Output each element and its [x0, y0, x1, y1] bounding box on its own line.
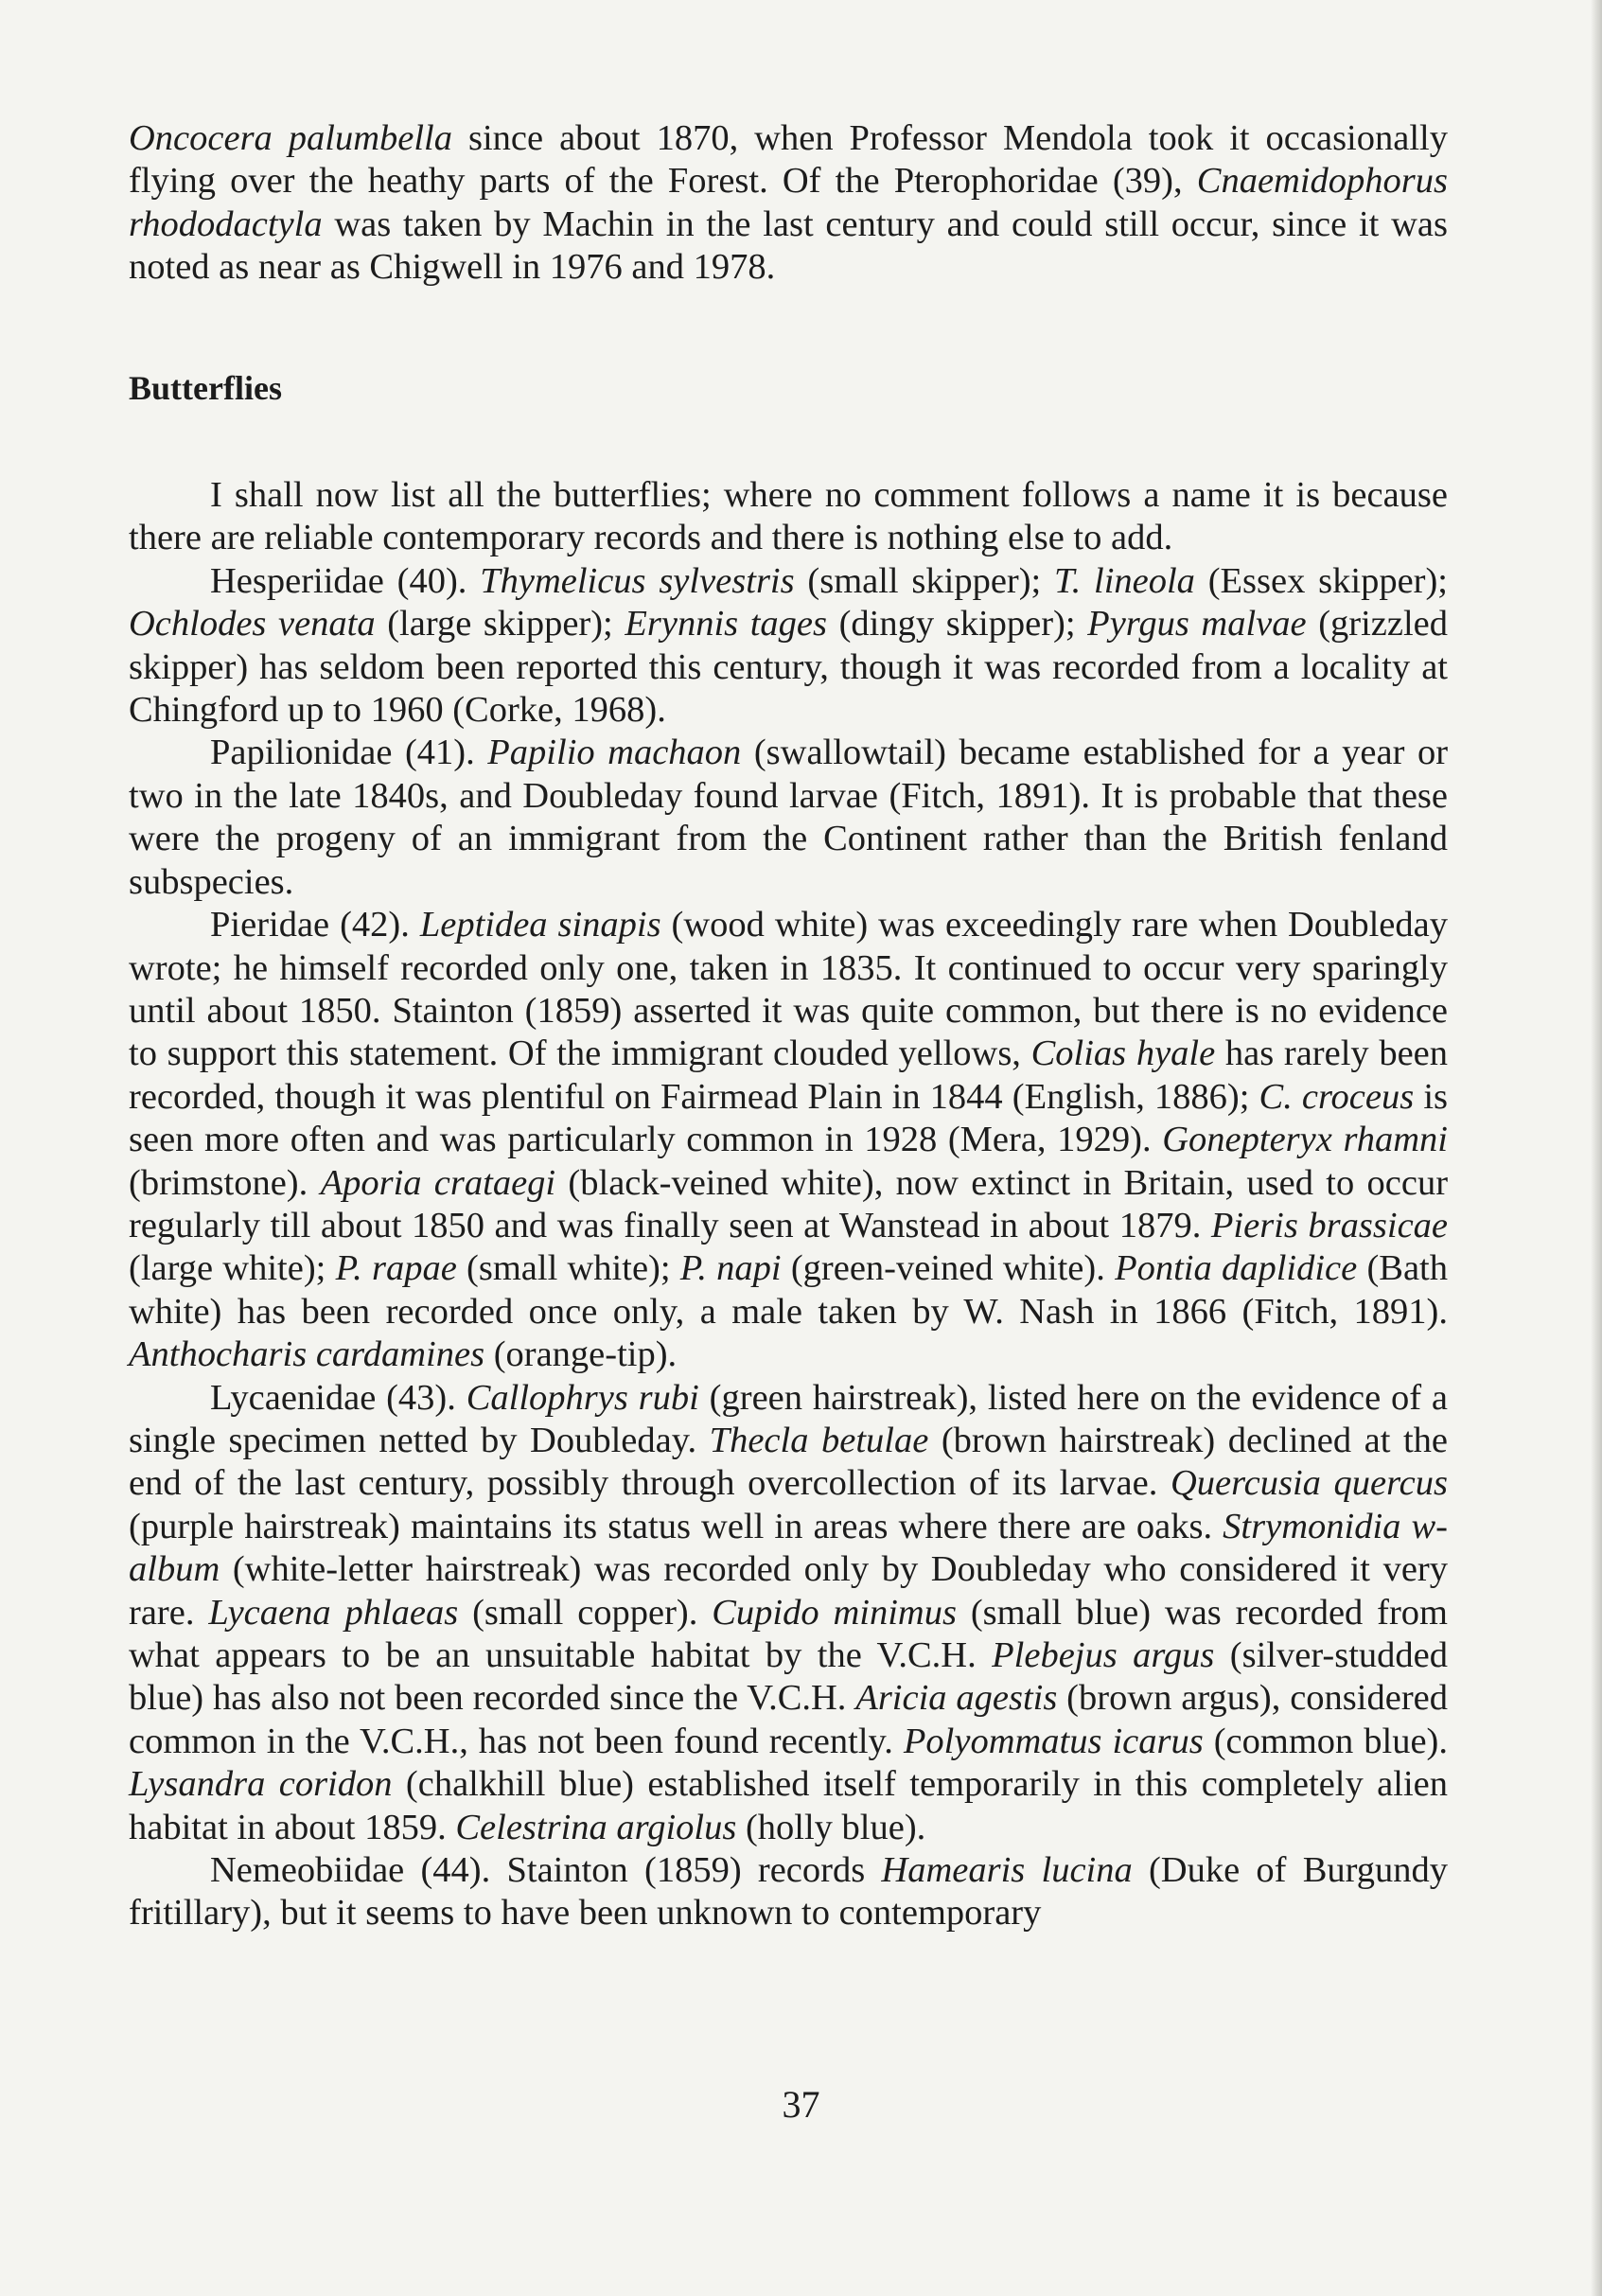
text-run: (black-veined white), now extinct in Britain, used to occur regularly till about 1850 and was finally seen at Wanstead in about 1879.: [129, 1162, 1449, 1245]
body-paragraph: [129, 560, 1448, 733]
text-run: is seen more often and was particularly common in 1928 (Mera, 1929).: [129, 1076, 1448, 1160]
text-run: (large white);: [129, 1248, 336, 1289]
text-run: (green hairstreak), listed here on the evidence of a single specimen netted by Doubleday.: [129, 1377, 1448, 1460]
species-name: Cupido minimus: [712, 1592, 957, 1633]
text-run: Hesperiidae (40).: [210, 560, 481, 601]
species-name: Ochlodes venata: [129, 604, 376, 645]
text-run: (orange-tip).: [484, 1334, 678, 1375]
text-run: (purple hairstreak) maintains its status well in areas where there are oaks.: [129, 1506, 1224, 1546]
text-run: I shall now list all the butterflies; where no comment follows a name it is because there are reliable contemporary records and there is nothing else to add.: [129, 475, 1448, 558]
text-run: (small copper).: [458, 1592, 713, 1633]
species-name: Plebejus argus: [992, 1635, 1215, 1675]
species-name: Lysandra coridon: [129, 1764, 393, 1805]
text-run: (swallowtail) became established for a year or two in the late 1840s, and Doubleday found larvae (Fitch, 1891). It is probable that these were the progeny of an immigrant from the Continent rather than the British fenland subspecies.: [129, 733, 1449, 902]
text-run: (brown hairstreak) declined at the end of the last century, possibly through overcollection of its larvae.: [129, 1420, 1448, 1504]
page-number: 37: [782, 2083, 820, 2126]
body-paragraph: [129, 1849, 1448, 1935]
species-name: Polyommatus icarus: [903, 1721, 1204, 1761]
body-paragraph: [129, 732, 1448, 904]
text-run: (Essex skipper);: [1194, 560, 1448, 601]
body-paragraph: [129, 474, 1448, 560]
species-name: Aporia crataegi: [320, 1162, 556, 1203]
species-name: Gonepteryx rhamni: [1162, 1120, 1449, 1160]
species-name: Thymelicus sylvestris: [480, 560, 795, 601]
page-edge-shadow: [1591, 0, 1602, 2296]
text-run: (small blue) was recorded from what appears to be an unsuitable habitat by the V.C.H.: [129, 1592, 1449, 1675]
species-name: Oncocera palumbella: [129, 118, 453, 158]
species-name: Pieris brassicae: [1210, 1205, 1448, 1245]
text-run: Papilionidae (41).: [210, 733, 488, 773]
text-run: (common blue).: [1203, 1721, 1448, 1761]
species-name: Pyrgus malvae: [1087, 604, 1307, 645]
species-name: T. lineola: [1054, 560, 1195, 601]
text-run: (Duke of Burgundy fritillary), but it seems to have been unknown to contemporary: [129, 1850, 1448, 1934]
text-run: (small white);: [456, 1248, 680, 1289]
text-run: Pieridae (42).: [210, 905, 420, 945]
text-run: (wood white) was exceedingly rare when Doubleday wrote; he himself recorded only one, taken in 1835. It continued to occur very sparingly until about 1850. Stainton (1859) asserted it was quite common, but there is no evidence to support this statement. Of the immigrant clouded yellows,: [129, 905, 1448, 1074]
text-run: (dingy skipper);: [827, 604, 1088, 645]
species-name: C. croceus: [1259, 1076, 1415, 1117]
species-name: Celestrina argiolus: [455, 1807, 737, 1847]
species-name: P. napi: [679, 1248, 782, 1289]
page-body: [129, 117, 1448, 1935]
species-name: Quercusia quercus: [1170, 1463, 1448, 1504]
species-name: Hamearis lucina: [881, 1850, 1133, 1891]
body-paragraph: [129, 904, 1448, 1376]
text-run: (small skipper);: [794, 560, 1055, 601]
species-name: Pontia daplidice: [1115, 1248, 1358, 1289]
text-run: (brown argus), considered common in the V.C.H., has not been found recently.: [129, 1678, 1448, 1761]
text-run: (silver-studded blue) has also not been recorded since the V.C.H.: [129, 1635, 1448, 1719]
text-run: (large skipper);: [375, 604, 625, 645]
species-name: P. rapae: [335, 1248, 457, 1289]
text-run: Lycaenidae (43).: [210, 1377, 467, 1418]
text-run: (grizzled skipper) has seldom been reported this century, though it was recorded from a locality at Chingford up to 1960 (Corke, 1968).: [129, 604, 1448, 731]
text-run: since about 1870, when Professor Mendola took it occasionally flying over the heathy parts of the Forest. Of the Pterophoridae (39),: [129, 118, 1448, 202]
species-name: Aricia agestis: [855, 1678, 1058, 1719]
intro-paragraph: [129, 117, 1448, 290]
species-name: Lycaena phlaeas: [208, 1592, 459, 1633]
species-name: Thecla betulae: [709, 1420, 929, 1460]
species-name: Callophrys rubi: [466, 1377, 699, 1418]
section-heading: Butterflies: [129, 368, 282, 407]
text-run: (Bath white) has been recorded once only, a male taken by W. Nash in 1866 (Fitch, 1891).: [129, 1248, 1448, 1332]
species-name: Erynnis tages: [625, 604, 827, 645]
text-run: (holly blue).: [736, 1807, 926, 1847]
species-name: Papilio machaon: [487, 733, 742, 773]
text-run: (white-letter hairstreak) was recorded only by Doubleday who considered it very rare.: [129, 1549, 1448, 1633]
text-run: (chalkhill blue) established itself temporarily in this completely alien habitat in about 1859.: [129, 1764, 1448, 1847]
text-run: was taken by Machin in the last century and could still occur, since it was noted as near as Chigwell in 1976 and 1978.: [129, 203, 1448, 288]
species-name: Leptidea sinapis: [419, 905, 661, 945]
species-name: Cnaemidophorus rhododactyla: [129, 161, 1448, 244]
body-paragraph: [129, 1377, 1448, 1849]
text-run: (brimstone).: [129, 1162, 321, 1203]
species-name: Colias hyale: [1030, 1033, 1216, 1074]
text-run: (green-veined white).: [781, 1248, 1116, 1289]
text-run: Nemeobiidae (44). Stainton (1859) records: [210, 1850, 882, 1891]
species-name: Anthocharis cardamines: [129, 1334, 485, 1375]
species-name: Strymonidia w-album: [129, 1506, 1448, 1590]
text-run: has rarely been recorded, though it was plentiful on Fairmead Plain in 1844 (English, 1886);: [129, 1033, 1448, 1117]
